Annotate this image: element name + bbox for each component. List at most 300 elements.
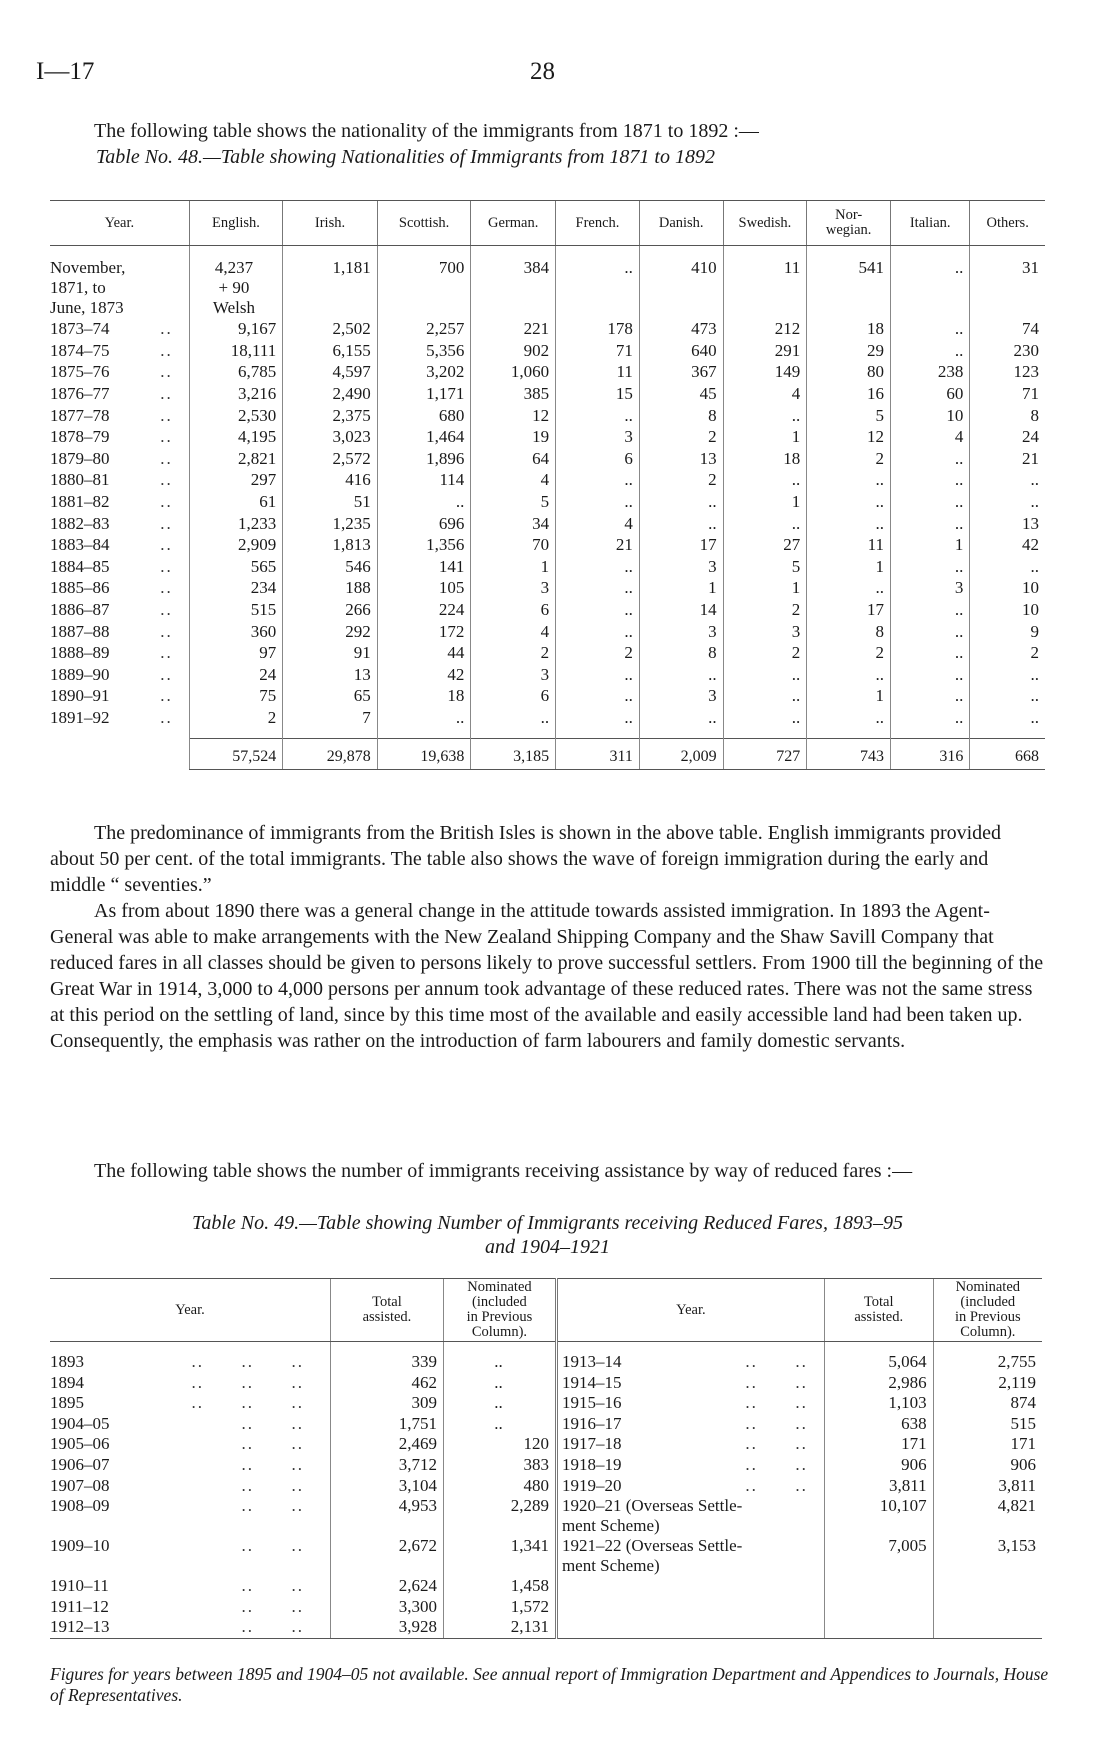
leader-dots: .. .. (745, 1352, 808, 1371)
value-cell: 266 (283, 599, 378, 621)
year-cell (50, 448, 189, 470)
spacer-cell (723, 728, 807, 739)
value-cell: .. (970, 664, 1045, 686)
year-cell (50, 512, 189, 534)
total-cell: 1,103 (824, 1393, 933, 1414)
value-cell: .. (891, 556, 970, 578)
year-label: 1895 (50, 1393, 84, 1413)
value-cell: .. (970, 556, 1045, 578)
table-row (50, 534, 1045, 556)
total-cell: 316 (891, 739, 970, 770)
value-cell: .. (970, 491, 1045, 513)
value-cell: 1,464 (377, 426, 471, 448)
value-cell: 123 (970, 361, 1045, 383)
value-cell: 3 (471, 664, 556, 686)
value-cell: 24 (189, 664, 283, 686)
spacer-cell (639, 728, 723, 739)
value-cell: 4 (891, 426, 970, 448)
value-cell: 4 (471, 469, 556, 491)
leader-dots: .. (160, 578, 173, 598)
year-cell (50, 1434, 330, 1455)
leader-dots: .. (160, 643, 173, 663)
year-label: 1878–79 (50, 427, 110, 447)
value-cell: 13 (639, 448, 723, 470)
value-cell: 367 (639, 361, 723, 383)
value-cell: 75 (189, 685, 283, 707)
value-cell: 473 (639, 318, 723, 340)
value-cell: 61 (189, 491, 283, 513)
value-cell: 2,530 (189, 404, 283, 426)
value-cell: .. (556, 707, 640, 729)
leader-dots: .. .. (241, 1413, 304, 1433)
value-cell: 3 (723, 620, 807, 642)
footnote: Figures for years between 1895 and 1904–05 not available. See annual report of Immigration Department and Appendices to Journals, House of Representatives. (50, 1664, 1049, 1705)
year-cell (50, 469, 189, 491)
table-row (50, 426, 1045, 448)
year-cell (50, 1496, 330, 1536)
value-cell: 27 (723, 534, 807, 556)
year-label: 1887–88 (50, 621, 110, 641)
total-cell: 2,624 (330, 1576, 443, 1597)
value-cell: .. (723, 685, 807, 707)
table-row (50, 512, 1045, 534)
value-cell: .. (556, 664, 640, 686)
total-cell: 309 (330, 1393, 443, 1414)
value-cell: 172 (377, 620, 471, 642)
year-label: 1888–89 (50, 643, 110, 663)
value-cell: 6 (471, 685, 556, 707)
leader-dots: .. .. (241, 1596, 304, 1616)
value-cell: 221 (471, 318, 556, 340)
value-cell: 1 (807, 685, 891, 707)
nominated-cell: 2,131 (443, 1617, 556, 1638)
table-row (50, 707, 1045, 729)
value-cell: 44 (377, 642, 471, 664)
nominated-cell: 4,821 (933, 1496, 1042, 1536)
year-cell (556, 1434, 824, 1455)
leader-dots: .. .. .. (191, 1372, 304, 1392)
value-cell: 4,195 (189, 426, 283, 448)
column-header: Nominated (included in Previous Column). (443, 1279, 556, 1342)
year-label: 1880–81 (50, 470, 110, 490)
year-label: 1920–21 (Overseas Settle- ment Scheme) (561, 1496, 743, 1536)
value-cell: 416 (283, 469, 378, 491)
total-cell: 3,185 (471, 739, 556, 770)
leader-dots: .. .. (745, 1454, 808, 1474)
value-cell: 1,896 (377, 448, 471, 470)
value-cell: 1,060 (471, 361, 556, 383)
leader-dots: .. (160, 362, 173, 382)
value-cell: 19 (471, 426, 556, 448)
value-cell: 8 (639, 404, 723, 426)
leader-dots: .. (160, 470, 173, 490)
year-label: 1881–82 (50, 492, 110, 512)
page-number: 28 (530, 58, 555, 85)
year-label: 1914–15 (561, 1372, 622, 1392)
year-cell (50, 1455, 330, 1476)
value-cell: 1 (807, 556, 891, 578)
year-label: 1905–06 (50, 1434, 110, 1454)
value-cell: 4 (556, 512, 640, 534)
total-cell: 29,878 (283, 739, 378, 770)
table-row (50, 361, 1045, 383)
value-cell: 18 (377, 685, 471, 707)
value-cell: 3,202 (377, 361, 471, 383)
value-cell: 18 (807, 318, 891, 340)
table49-caption-line2: and 1904–1921 (485, 1236, 610, 1258)
leader-dots: .. (160, 492, 173, 512)
value-cell: 12 (471, 404, 556, 426)
value-cell: .. (891, 491, 970, 513)
value-cell: 1,356 (377, 534, 471, 556)
value-cell: 1 (639, 577, 723, 599)
value-cell: .. (639, 512, 723, 534)
value-cell: 1 (723, 491, 807, 513)
english-cell (189, 246, 283, 319)
total-cell: 7,005 (824, 1536, 933, 1576)
column-header: Danish. (639, 201, 723, 246)
table-row (50, 599, 1045, 621)
value-cell: .. (891, 620, 970, 642)
value-cell: 31 (970, 246, 1045, 319)
leader-dots: .. .. .. (191, 1352, 304, 1371)
value-cell: .. (970, 707, 1045, 729)
intro-text: The following table shows the nationality of the immigrants from 1871 to 1892 :— (94, 120, 759, 142)
spacer-cell (189, 728, 283, 739)
year-label: 1917–18 (561, 1434, 622, 1454)
value-cell: .. (556, 685, 640, 707)
nationality-table (50, 200, 1045, 770)
value-cell: 149 (723, 361, 807, 383)
nominated-cell: 2,119 (933, 1373, 1042, 1394)
year-label: 1915–16 (561, 1393, 622, 1413)
nominated-cell: 3,153 (933, 1536, 1042, 1576)
table-row (50, 685, 1045, 707)
value-cell: .. (556, 246, 640, 319)
value-cell: 700 (377, 246, 471, 319)
value-cell: 18,111 (189, 340, 283, 362)
table-row (50, 577, 1045, 599)
value-cell: 4 (471, 620, 556, 642)
year-cell (556, 1476, 824, 1497)
value-cell: 5 (807, 404, 891, 426)
value-cell: .. (556, 469, 640, 491)
column-header: French. (556, 201, 640, 246)
year-label: 1919–20 (561, 1475, 622, 1495)
table-row (50, 469, 1045, 491)
leader-dots: .. .. (241, 1475, 304, 1495)
table-row (50, 491, 1045, 513)
value-cell: 297 (189, 469, 283, 491)
value-cell: 546 (283, 556, 378, 578)
total-cell: 727 (723, 739, 807, 770)
total-cell: 2,009 (639, 739, 723, 770)
year-label: 1921–22 (Overseas Settle- ment Scheme) (561, 1536, 743, 1576)
value-cell: .. (807, 512, 891, 534)
column-header: English. (189, 201, 283, 246)
nominated-cell: 2,289 (443, 1496, 556, 1536)
value-cell: 64 (471, 448, 556, 470)
value-cell: 1 (471, 556, 556, 578)
year-cell (50, 361, 189, 383)
value-cell: 4,597 (283, 361, 378, 383)
spacer-cell (807, 728, 891, 739)
table-row (50, 664, 1045, 686)
year-cell (50, 707, 189, 729)
value-cell: 410 (639, 246, 723, 319)
value-cell: 71 (556, 340, 640, 362)
column-header: Year. (556, 1279, 824, 1342)
value-cell: .. (639, 707, 723, 729)
year-cell (50, 534, 189, 556)
leader-dots: .. (160, 686, 173, 706)
value-cell: .. (639, 491, 723, 513)
value-cell: .. (723, 512, 807, 534)
total-cell: 171 (824, 1434, 933, 1455)
table-row (50, 620, 1045, 642)
year-cell (50, 664, 189, 686)
value-cell: 188 (283, 577, 378, 599)
value-cell: 2,257 (377, 318, 471, 340)
value-cell: 8 (807, 620, 891, 642)
value-cell: 71 (970, 383, 1045, 405)
leader-dots: .. (160, 427, 173, 447)
year-cell (50, 642, 189, 664)
nominated-cell: 171 (933, 1434, 1042, 1455)
table-row (50, 1414, 1042, 1435)
year-cell (50, 246, 189, 319)
table-row (50, 1476, 1042, 1497)
value-cell: 97 (189, 642, 283, 664)
table-row (50, 1455, 1042, 1476)
value-cell: .. (377, 491, 471, 513)
total-cell: 3,300 (330, 1597, 443, 1618)
value-cell: 541 (807, 246, 891, 319)
spacer-cell (556, 728, 640, 739)
value-cell: .. (723, 707, 807, 729)
value-cell: 2 (639, 469, 723, 491)
leader-dots: .. .. (241, 1617, 304, 1637)
leader-dots: .. (160, 707, 173, 727)
value-cell: .. (377, 707, 471, 729)
value-cell: 10 (970, 577, 1045, 599)
year-label: 1876–77 (50, 384, 110, 404)
nominated-cell: .. (443, 1414, 556, 1435)
value-cell: .. (891, 448, 970, 470)
value-cell: .. (891, 664, 970, 686)
value-cell: .. (807, 577, 891, 599)
table-row (50, 1576, 1042, 1597)
total-cell (824, 1617, 933, 1638)
value-cell: 385 (471, 383, 556, 405)
value-cell: 6,785 (189, 361, 283, 383)
year-line: 1871, to (50, 278, 106, 297)
year-label: 1918–19 (561, 1454, 622, 1474)
value-cell: 1,171 (377, 383, 471, 405)
value-cell: .. (807, 469, 891, 491)
value-cell: 91 (283, 642, 378, 664)
nominated-cell: 1,341 (443, 1536, 556, 1576)
total-cell: 5,064 (824, 1342, 933, 1373)
value-cell: 15 (556, 383, 640, 405)
value-cell: 74 (970, 318, 1045, 340)
column-header: Year. (50, 201, 189, 246)
value-cell: 238 (891, 361, 970, 383)
column-header: Year. (50, 1279, 330, 1342)
year-label: 1875–76 (50, 362, 110, 382)
value-cell: 17 (639, 534, 723, 556)
value-cell: 640 (639, 340, 723, 362)
value-cell: 3 (471, 577, 556, 599)
column-header: Nominated (included in Previous Column). (933, 1279, 1042, 1342)
table49-caption-line1: Table No. 49.—Table showing Number of Immigrants receiving Reduced Fares, 1893–95 (192, 1212, 903, 1234)
year-cell (50, 318, 189, 340)
value-cell: 3 (639, 556, 723, 578)
nominated-cell: 906 (933, 1455, 1042, 1476)
leader-dots: .. .. (241, 1576, 304, 1596)
year-cell (50, 1476, 330, 1497)
total-cell: 3,712 (330, 1455, 443, 1476)
year-cell (50, 1373, 330, 1394)
value-cell: 360 (189, 620, 283, 642)
value-cell: 2 (970, 642, 1045, 664)
paragraph-1: The predominance of immigrants from the British Isles is shown in the above table. English immigrants provided about 50 per cent. of the total immigrants. The table also shows the wave of foreign immigration during the early and middle “ seventies.” (50, 822, 1002, 896)
value-cell: .. (639, 664, 723, 686)
value-cell: 10 (970, 599, 1045, 621)
year-label: 1916–17 (561, 1413, 622, 1433)
year-label: 1882–83 (50, 513, 110, 533)
value-cell: 902 (471, 340, 556, 362)
table-row (50, 1536, 1042, 1576)
value-cell: .. (807, 664, 891, 686)
reduced-fares-table (50, 1278, 1042, 1639)
value-cell: 178 (556, 318, 640, 340)
leader-dots: .. .. (745, 1393, 808, 1413)
year-label: 1913–14 (561, 1352, 622, 1371)
leader-dots: .. .. (745, 1475, 808, 1495)
value-cell: 1 (723, 577, 807, 599)
nominated-cell: .. (443, 1342, 556, 1373)
value-cell: .. (891, 599, 970, 621)
year-label: 1907–08 (50, 1475, 110, 1495)
total-cell: 3,811 (824, 1476, 933, 1497)
year-label: 1910–11 (50, 1576, 109, 1596)
total-cell: 2,672 (330, 1536, 443, 1576)
value-cell: .. (807, 707, 891, 729)
value-cell: 45 (639, 383, 723, 405)
year-cell (50, 1342, 330, 1373)
value-cell: 2,502 (283, 318, 378, 340)
table-row (50, 340, 1045, 362)
year-cell (50, 491, 189, 513)
leader-dots: .. .. (241, 1434, 304, 1454)
total-cell: 906 (824, 1455, 933, 1476)
spacer-cell (377, 728, 471, 739)
total-cell: 743 (807, 739, 891, 770)
english-line: 4,237 (214, 258, 254, 277)
paragraph-3: The following table shows the number of immigrants receiving assistance by way of reduced fares :— (94, 1160, 913, 1182)
value-cell: .. (891, 685, 970, 707)
year-label: 1873–74 (50, 319, 110, 339)
year-label: 1877–78 (50, 405, 110, 425)
leader-dots: .. (160, 448, 173, 468)
english-line: Welsh (212, 298, 255, 317)
value-cell: 2 (807, 642, 891, 664)
value-cell: 65 (283, 685, 378, 707)
year-label: 1891–92 (50, 707, 110, 727)
year-cell (50, 1393, 330, 1414)
nominated-cell: .. (443, 1393, 556, 1414)
value-cell: .. (556, 599, 640, 621)
total-cell: 3,928 (330, 1617, 443, 1638)
column-header: Irish. (283, 201, 378, 246)
value-cell: .. (891, 469, 970, 491)
value-cell: .. (891, 318, 970, 340)
year-cell (50, 426, 189, 448)
value-cell: 230 (970, 340, 1045, 362)
value-cell: 16 (807, 383, 891, 405)
value-cell: 6,155 (283, 340, 378, 362)
year-label: 1886–87 (50, 600, 110, 620)
totals-label (50, 739, 189, 770)
leader-dots: .. (160, 535, 173, 555)
value-cell: 2,821 (189, 448, 283, 470)
value-cell: 105 (377, 577, 471, 599)
value-cell: 1 (891, 534, 970, 556)
leader-dots: .. .. (745, 1434, 808, 1454)
year-cell (556, 1455, 824, 1476)
leader-dots: .. (160, 556, 173, 576)
value-cell: .. (891, 512, 970, 534)
value-cell: 7 (283, 707, 378, 729)
value-cell: 1,813 (283, 534, 378, 556)
value-cell: 1,235 (283, 512, 378, 534)
year-cell (50, 1617, 330, 1638)
total-cell: 10,107 (824, 1496, 933, 1536)
spacer-row (50, 728, 1045, 739)
value-cell: 2,490 (283, 383, 378, 405)
value-cell: .. (807, 491, 891, 513)
column-header: Others. (970, 201, 1045, 246)
nominated-cell (933, 1576, 1042, 1597)
year-label: 1884–85 (50, 556, 110, 576)
nominated-cell: 1,572 (443, 1597, 556, 1618)
value-cell: 3,023 (283, 426, 378, 448)
year-cell (556, 1342, 824, 1373)
value-cell: 2,909 (189, 534, 283, 556)
value-cell: 3 (891, 577, 970, 599)
paragraph-2: As from about 1890 there was a general change in the attitude towards assisted immigration. In 1893 the Agent-General was able to make arrangements with the New Zealand Shipping Company and the Shaw Savill Company that reduced fares in all classes should be given to persons likely to prove successful settlers. From 1900 till the beginning of the Great War in 1914, 3,000 to 4,000 persons per annum took advantage of these reduced rates. There was not the same stress at this period on the settling of land, since by this time most of the available and easily accessible land had been taken up. Consequently, the emphasis was rather on the introduction of farm labourers and family domestic servants. (50, 900, 1044, 1052)
year-cell (50, 599, 189, 621)
leader-dots: .. (160, 384, 173, 404)
nominated-cell: .. (443, 1373, 556, 1394)
nominated-cell: 120 (443, 1434, 556, 1455)
spacer-cell (471, 728, 556, 739)
value-cell: 3,216 (189, 383, 283, 405)
column-header: Total assisted. (330, 1279, 443, 1342)
year-label: 1911–12 (50, 1596, 109, 1616)
year-line: November, (50, 258, 126, 277)
value-cell: 5 (723, 556, 807, 578)
value-cell: 8 (970, 404, 1045, 426)
year-cell (50, 1576, 330, 1597)
value-cell: 515 (189, 599, 283, 621)
year-cell (50, 1597, 330, 1618)
value-cell: 680 (377, 404, 471, 426)
value-cell: 114 (377, 469, 471, 491)
value-cell: 21 (970, 448, 1045, 470)
value-cell: 5,356 (377, 340, 471, 362)
